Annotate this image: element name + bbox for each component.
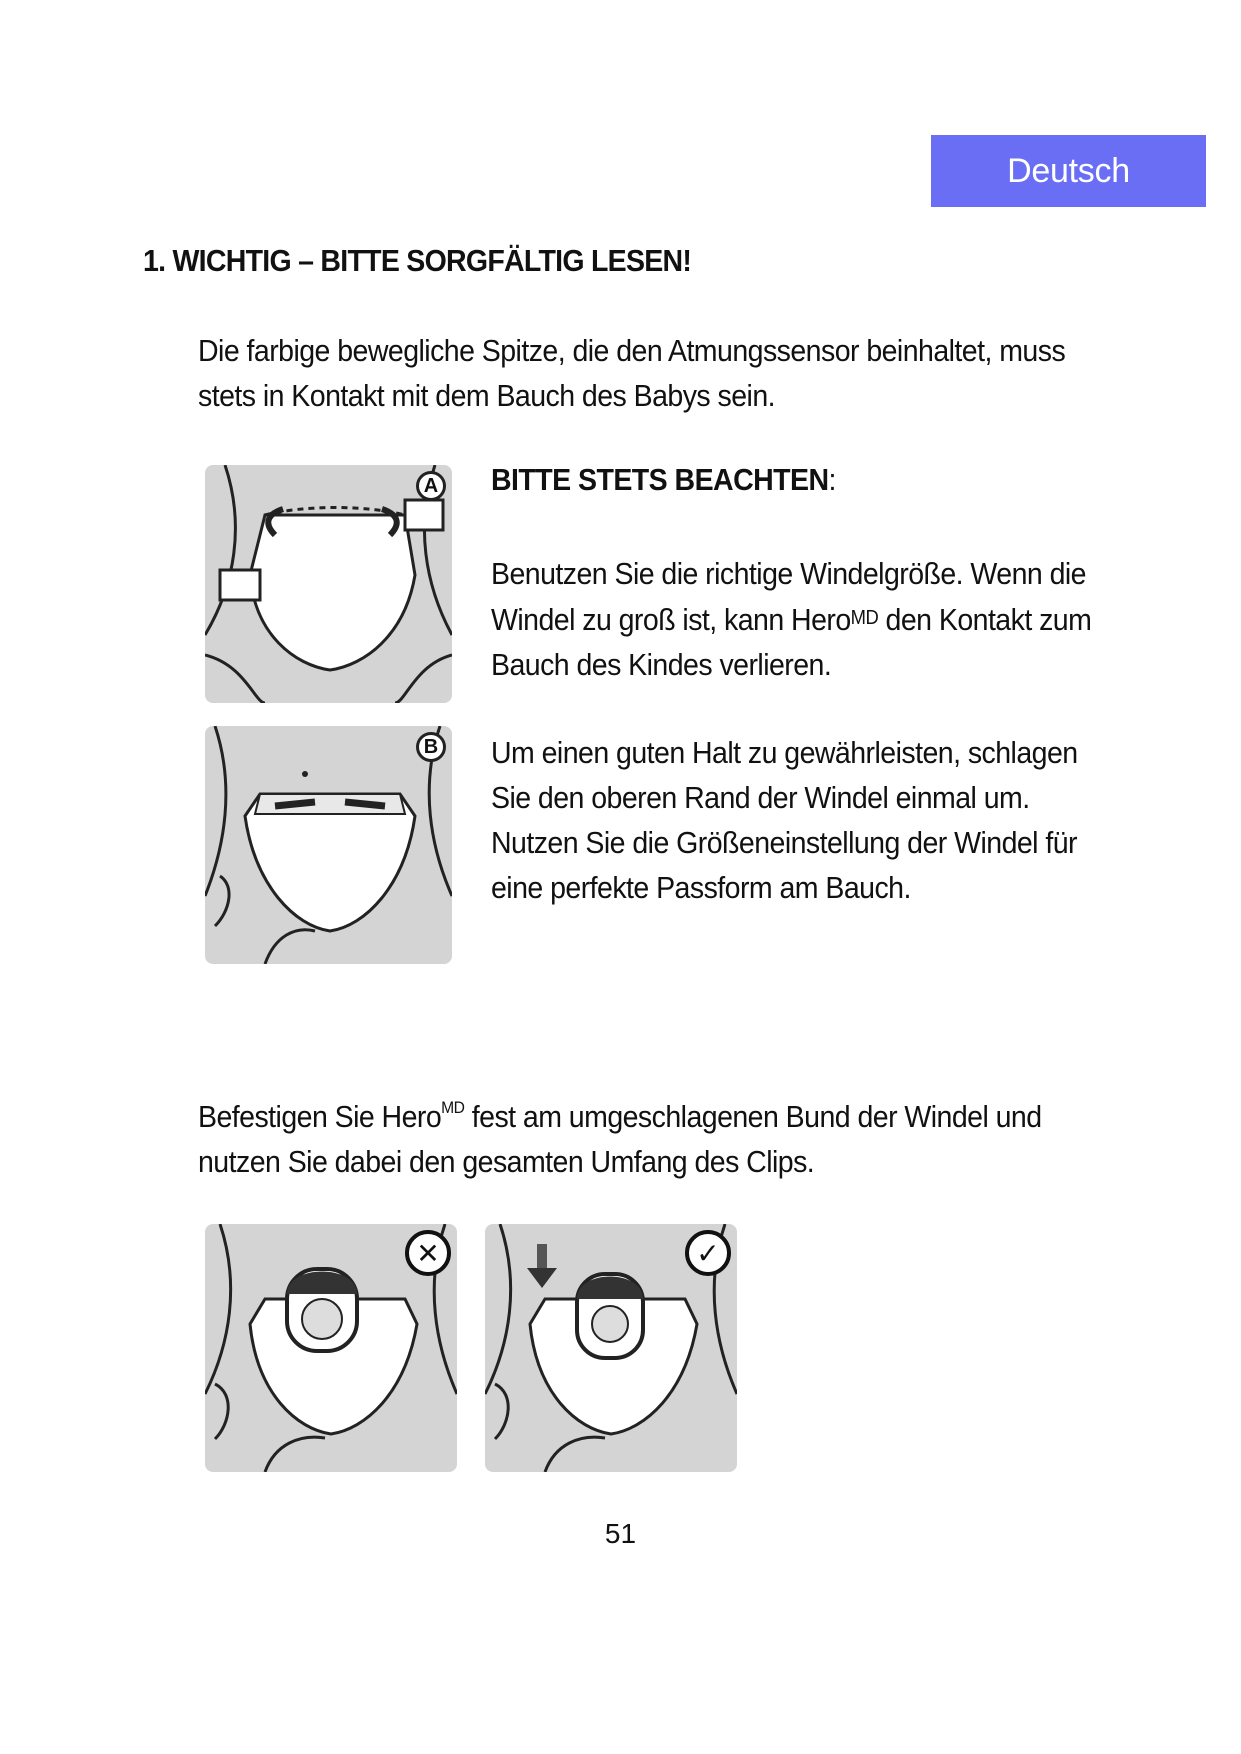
page-number: 51 [604, 1518, 637, 1549]
attach-line-1-end: fest am umgeschlagenen Bund der Windel und [464, 1099, 1042, 1134]
figure-label-a: A [416, 471, 446, 501]
diaper-illustration-a [205, 465, 452, 703]
diaper-fold-line-1: Um einen guten Halt zu gewährleisten, schlagen [491, 735, 1078, 770]
clip-wrong-illustration [205, 1224, 457, 1472]
diaper-size-line-1: Benutzen Sie die richtige Windelgröße. Wenn die [491, 556, 1086, 591]
trademark-sup: MD [850, 607, 879, 629]
diaper-illustration-b [205, 726, 452, 964]
attach-line-1 [198, 1085, 1042, 1139]
figure-label-b: B [416, 732, 446, 762]
diaper-size-paragraph [491, 551, 1144, 687]
language-tab: Deutsch [931, 135, 1206, 207]
clip-correct-illustration [485, 1224, 737, 1472]
diaper-fold-drawing-a [205, 465, 452, 703]
intro-line-2: stets in Kontakt mit dem Bauch des Babys sein. [198, 378, 775, 413]
notice-heading-text: BITTE STETS BEACHTEN [491, 462, 829, 497]
wrong-x-icon: ✕ [405, 1230, 451, 1276]
notice-heading [491, 462, 836, 498]
notice-heading-colon: : [828, 462, 836, 497]
attach-line-1-start: Befestigen Sie Hero [198, 1099, 442, 1134]
diaper-size-line-2 [491, 596, 1091, 642]
diaper-size-line-3: Bauch des Kindes verlieren. [491, 647, 832, 682]
diaper-fold-drawing-b [205, 726, 452, 964]
diaper-fold-line-3: Nutzen Sie die Größeneinstellung der Windel für [491, 825, 1077, 860]
diaper-fold-line-4: eine perfekte Passform am Bauch. [491, 870, 911, 905]
diaper-fold-line-2: Sie den oberen Rand der Windel einmal um. [491, 780, 1030, 815]
intro-line-1: Die farbige bewegliche Spitze, die den Atmungssensor beinhaltet, muss [198, 333, 1066, 368]
correct-check-icon: ✓ [685, 1230, 731, 1276]
intro-paragraph [198, 328, 1141, 418]
section-title: 1. WICHTIG – BITTE SORGFÄLTIG LESEN! [143, 243, 692, 278]
attach-line-2: nutzen Sie dabei den gesamten Umfang des Clips. [198, 1144, 815, 1179]
diaper-size-line-2-start: Windel zu groß ist, kann Hero [491, 602, 851, 637]
diaper-fold-paragraph [491, 730, 1129, 910]
diaper-size-line-2-end: den Kontakt zum [878, 602, 1092, 637]
attach-paragraph [198, 1085, 1115, 1184]
trademark-sup: MD [441, 1098, 465, 1117]
